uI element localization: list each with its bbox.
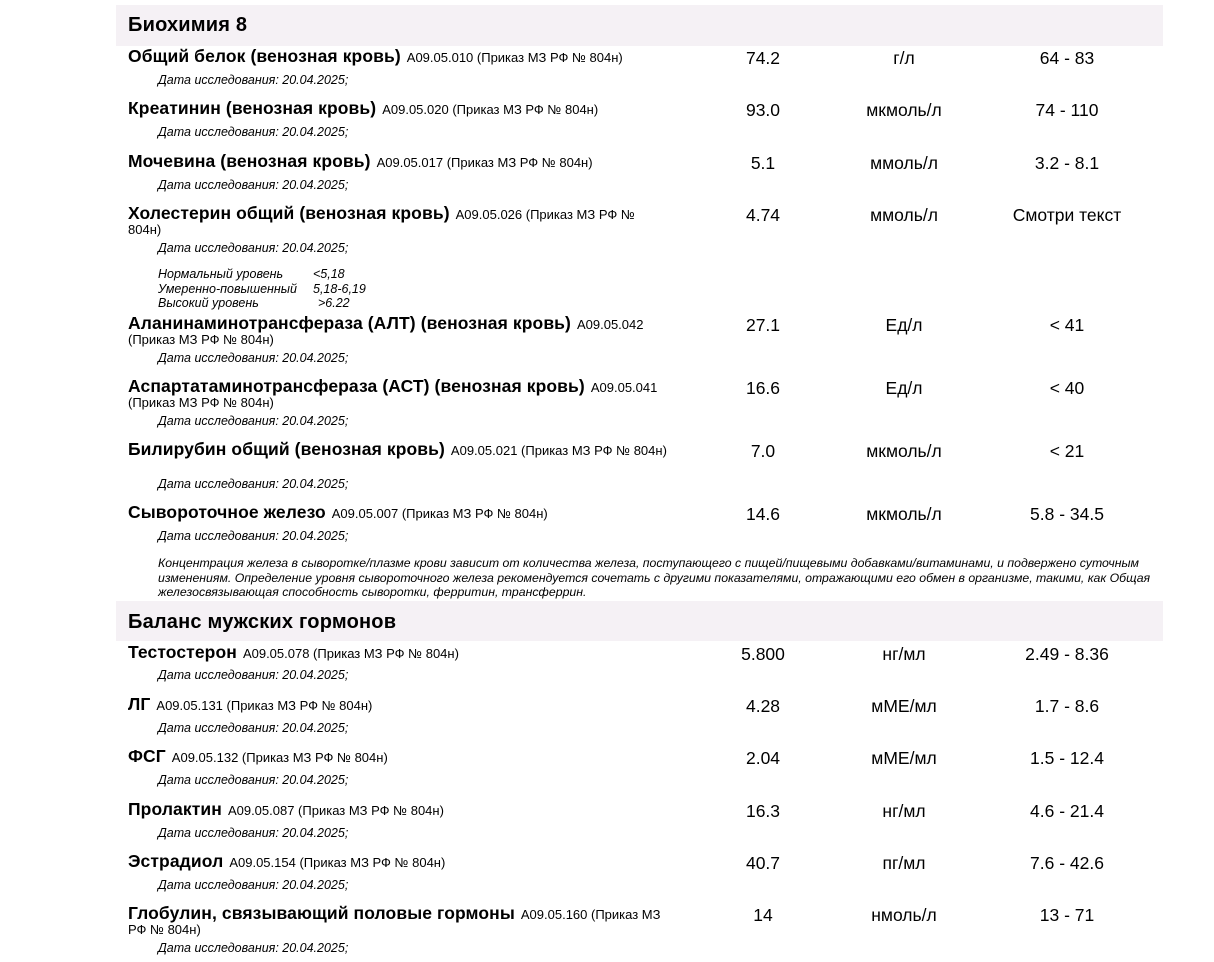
test-date: Дата исследования: 20.04.2025;	[158, 878, 349, 892]
test-date: Дата исследования: 20.04.2025;	[158, 477, 349, 491]
test-name-block	[128, 502, 688, 522]
test-date: Дата исследования: 20.04.2025;	[158, 178, 349, 192]
test-code: A09.05.007 (Приказ МЗ РФ № 804н)	[331, 506, 548, 521]
test-code: A09.05.042 (Приказ МЗ РФ № 804н)	[128, 317, 644, 347]
test-name: Пролактин	[128, 799, 222, 819]
test-unit: ммоль/л	[870, 153, 938, 173]
note-value: 5,18-6,19	[313, 281, 366, 296]
test-code: A09.05.131 (Приказ МЗ РФ № 804н)	[156, 698, 373, 713]
test-date: Дата исследования: 20.04.2025;	[158, 773, 349, 787]
test-value: 74.2	[745, 48, 781, 68]
test-value: 2.04	[745, 748, 781, 768]
test-code: A09.05.021 (Приказ МЗ РФ № 804н)	[450, 443, 667, 458]
test-value: 4.74	[745, 205, 781, 225]
test-name-block	[128, 694, 688, 714]
test-value: 14	[753, 905, 773, 925]
test-name: Глобулин, связывающий половые гормоны	[128, 903, 515, 923]
test-code: A09.05.026 (Приказ МЗ РФ № 804н)	[128, 207, 635, 237]
test-name: ЛГ	[128, 694, 151, 714]
test-date: Дата исследования: 20.04.2025;	[158, 668, 349, 682]
test-name-block	[128, 98, 688, 118]
test-name-block	[128, 903, 673, 937]
test-reference-range: 1.5 - 12.4	[1030, 748, 1104, 768]
test-name: Холестерин общий (венозная кровь)	[128, 203, 450, 223]
test-code: A09.05.132 (Приказ МЗ РФ № 804н)	[171, 750, 388, 765]
test-name-block	[128, 313, 678, 347]
test-unit: мкмоль/л	[866, 441, 942, 461]
note-label: Высокий уровень	[158, 296, 259, 311]
test-reference-range: 64 - 83	[1039, 48, 1095, 68]
test-value: 4.28	[745, 696, 781, 716]
test-reference-range: 74 - 110	[1035, 100, 1099, 120]
test-date: Дата исследования: 20.04.2025;	[158, 826, 349, 840]
test-reference-range: 1.7 - 8.6	[1034, 696, 1100, 716]
cholesterol-reference-note	[158, 267, 366, 311]
test-name-block	[128, 376, 693, 410]
test-reference-range: 3.2 - 8.1	[1034, 153, 1100, 173]
test-value: 27.1	[745, 315, 781, 335]
test-name: Мочевина (венозная кровь)	[128, 151, 371, 171]
test-code: A09.05.041 (Приказ МЗ РФ № 804н)	[128, 380, 658, 410]
test-name: Аланинаминотрансфераза (АЛТ) (венозная кровь)	[128, 313, 571, 333]
test-code: A09.05.160 (Приказ МЗ РФ № 804н)	[128, 907, 661, 937]
test-unit: ммоль/л	[870, 205, 938, 225]
test-date: Дата исследования: 20.04.2025;	[158, 73, 349, 87]
note-label: Нормальный уровень	[158, 267, 284, 281]
section-header-biochemistry	[116, 5, 1163, 46]
test-value: 93.0	[745, 100, 781, 120]
test-reference-range: < 40	[1049, 378, 1085, 398]
test-name: Аспартатаминотрансфераза (АСТ) (венозная кровь)	[128, 376, 585, 396]
test-unit: нг/мл	[882, 801, 926, 821]
test-date: Дата исследования: 20.04.2025;	[158, 721, 349, 735]
test-unit: мМЕ/мл	[871, 696, 937, 716]
test-reference-range: Смотри текст	[1012, 205, 1122, 225]
test-value: 16.6	[745, 378, 781, 398]
test-name-block	[128, 642, 688, 662]
test-name: Общий белок (венозная кровь)	[128, 46, 401, 66]
test-unit: нмоль/л	[871, 905, 937, 925]
test-reference-range: < 21	[1049, 441, 1085, 461]
section-header-male-hormones	[116, 601, 1163, 641]
test-code: A09.05.078 (Приказ МЗ РФ № 804н)	[242, 646, 459, 661]
section-title: Баланс мужских гормонов	[128, 611, 397, 633]
test-name-block	[128, 439, 668, 459]
test-name: Эстрадиол	[128, 851, 224, 871]
test-unit: пг/мл	[882, 853, 926, 873]
test-unit: Ед/л	[885, 378, 923, 398]
test-unit: мМЕ/мл	[871, 748, 937, 768]
test-code: A09.05.154 (Приказ МЗ РФ № 804н)	[229, 855, 446, 870]
test-reference-range: < 41	[1049, 315, 1085, 335]
note-label: Умеренно-повышенный	[158, 281, 297, 296]
test-reference-range: 13 - 71	[1039, 905, 1095, 925]
test-date: Дата исследования: 20.04.2025;	[158, 125, 349, 139]
test-unit: мкмоль/л	[866, 100, 942, 120]
test-reference-range: 7.6 - 42.6	[1030, 853, 1104, 873]
test-code: A09.05.020 (Приказ МЗ РФ № 804н)	[382, 102, 599, 117]
test-name-block	[128, 203, 668, 237]
test-value: 5.800	[741, 644, 785, 664]
test-name-block	[128, 799, 688, 819]
test-reference-range: 5.8 - 34.5	[1030, 504, 1104, 524]
section-title: Биохимия 8	[128, 14, 248, 36]
test-unit: нг/мл	[882, 644, 926, 664]
iron-note: Концентрация железа в сыворотке/плазме крови зависит от количества железа, поступающего с пищей/пищевыми добавками/витаминами, и подвержено суточным изменениям. Определение уровня сывороточного железа рекомендуется сочетать с другими показателями, отражающими его обмен в организме, такими, как Общая железосвязывающая способность сыворотки, ферритин, трансферрин.	[158, 556, 1151, 600]
test-name: ФСГ	[128, 746, 166, 766]
test-name-block	[128, 746, 688, 766]
test-date: Дата исследования: 20.04.2025;	[158, 351, 349, 365]
test-date: Дата исследования: 20.04.2025;	[158, 941, 349, 955]
test-name-block	[128, 46, 688, 66]
note-value: >6.22	[318, 296, 350, 311]
test-date: Дата исследования: 20.04.2025;	[158, 529, 349, 543]
test-value: 7.0	[750, 441, 776, 461]
test-unit: Ед/л	[885, 315, 923, 335]
test-value: 5.1	[750, 153, 776, 173]
test-name-block	[128, 151, 688, 171]
test-name: Билирубин общий (венозная кровь)	[128, 439, 445, 459]
test-code: A09.05.010 (Приказ МЗ РФ № 804н)	[406, 50, 623, 65]
test-code: A09.05.017 (Приказ МЗ РФ № 804н)	[376, 155, 593, 170]
test-value: 14.6	[745, 504, 781, 524]
test-name-block	[128, 851, 688, 871]
test-name: Сывороточное железо	[128, 502, 326, 522]
test-date: Дата исследования: 20.04.2025;	[158, 414, 349, 428]
test-name: Креатинин (венозная кровь)	[128, 98, 377, 118]
test-date: Дата исследования: 20.04.2025;	[158, 241, 349, 255]
test-value: 16.3	[745, 801, 781, 821]
test-unit: г/л	[893, 48, 915, 68]
test-reference-range: 2.49 - 8.36	[1025, 644, 1109, 664]
test-reference-range: 4.6 - 21.4	[1030, 801, 1104, 821]
test-name: Тестостерон	[128, 642, 237, 662]
note-value: <5,18	[313, 267, 345, 281]
test-value: 40.7	[745, 853, 781, 873]
test-code: A09.05.087 (Приказ МЗ РФ № 804н)	[227, 803, 444, 818]
test-unit: мкмоль/л	[866, 504, 942, 524]
